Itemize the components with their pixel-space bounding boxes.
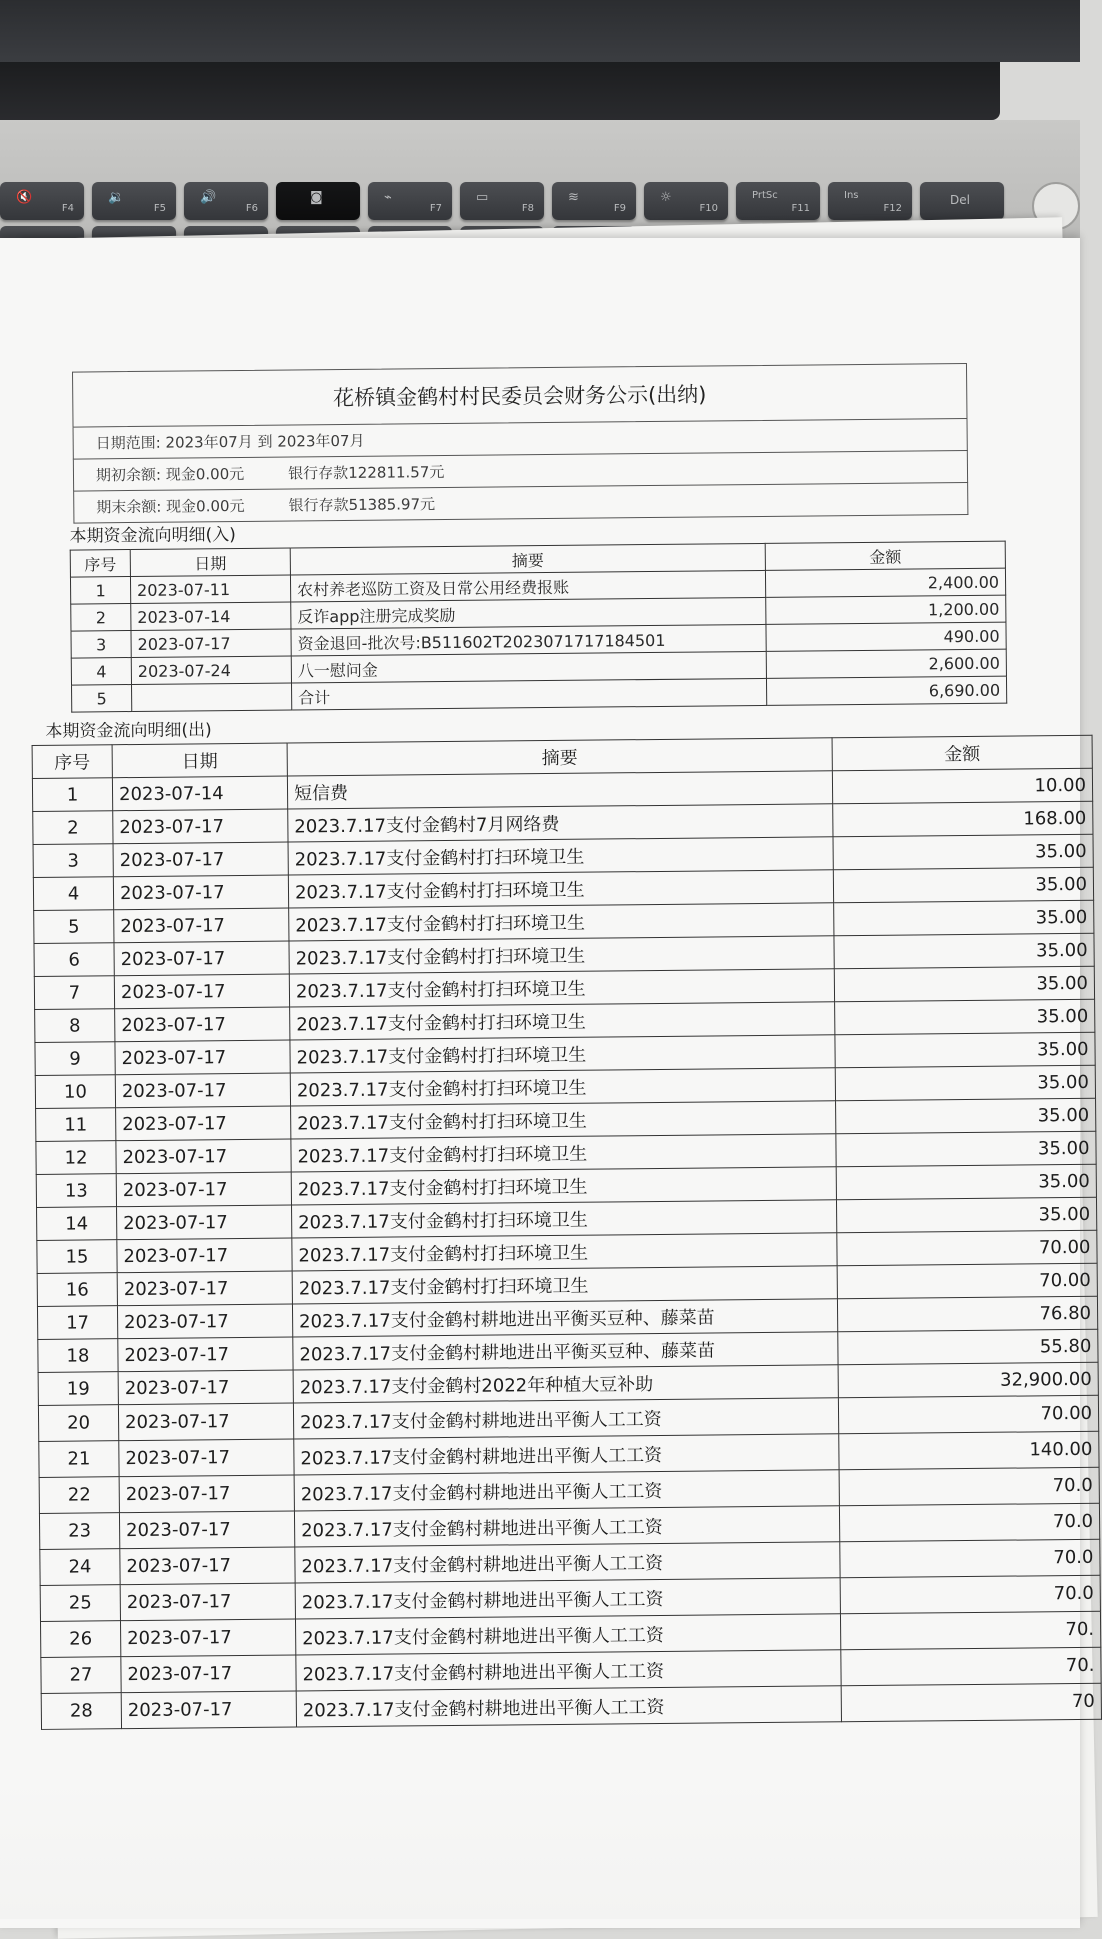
row-amount: 1,200.00 [766, 595, 1006, 624]
row-amount: 70.0 [839, 1503, 1099, 1541]
row-date: 2023-07-17 [120, 1583, 295, 1621]
row-number: 14 [37, 1207, 117, 1241]
row-amount: 70.0 [839, 1467, 1099, 1505]
ins-icon: Ins [844, 190, 859, 201]
volume-up-key[interactable] [184, 182, 268, 220]
row-amount: 70.00 [837, 1263, 1097, 1298]
row-summary: 2023.7.17支付金鹤村耕地进出平衡人工工资 [295, 1578, 840, 1619]
row-summary: 2023.7.17支付金鹤村打扫环境卫生 [290, 1035, 835, 1073]
row-summary: 2023.7.17支付金鹤村耕地进出平衡人工工资 [294, 1470, 839, 1511]
wifi-icon: ≋ [568, 190, 579, 205]
delete-key[interactable] [920, 182, 1004, 220]
row-amount: 70.00 [837, 1230, 1097, 1265]
row-amount: 35.00 [836, 1131, 1096, 1166]
row-date: 2023-07-17 [121, 1691, 296, 1729]
row-summary: 短信费 [287, 771, 832, 809]
key-label: F4 [61, 203, 74, 214]
row-amount: 70.0 [840, 1575, 1100, 1613]
opening-cash: 期初余额: 现金0.00元 [95, 464, 245, 485]
camera-icon: ◙ [310, 190, 323, 205]
row-summary: 2023.7.17支付金鹤村打扫环境卫生 [290, 1068, 835, 1106]
row-amount: 35.00 [833, 834, 1093, 869]
volume-down-key[interactable] [92, 182, 176, 220]
row-number: 16 [37, 1273, 117, 1307]
row-amount: 35.00 [836, 1098, 1096, 1133]
row-number: 2 [71, 604, 131, 632]
col-header-date: 日期 [112, 743, 287, 778]
row-amount: 2,600.00 [766, 649, 1006, 678]
date-range-text: 日期范围: 2023年07月 到 2023年07月 [95, 431, 365, 453]
volume-mute-icon: 🔇 [16, 190, 33, 205]
row-summary: 2023.7.17支付金鹤村打扫环境卫生 [291, 1167, 836, 1205]
key-label: F7 [429, 203, 442, 214]
row-summary: 2023.7.17支付金鹤村耕地进出平衡人工工资 [294, 1506, 839, 1547]
row-date: 2023-07-17 [117, 1271, 292, 1306]
row-date: 2023-07-14 [131, 602, 291, 631]
mic-mute-icon: ⌁ [384, 190, 392, 205]
row-summary: 2023.7.17支付金鹤村打扫环境卫生 [290, 1002, 835, 1040]
key-label: F9 [613, 203, 626, 214]
kbd-light-icon: ☼ [660, 190, 672, 205]
row-number: 3 [71, 631, 131, 659]
row-number: 10 [35, 1075, 115, 1109]
row-summary: 2023.7.17支付金鹤村打扫环境卫生 [292, 1266, 837, 1304]
volume-up-icon: 🔊 [200, 190, 217, 205]
row-summary: 2023.7.17支付金鹤村2022年种植大豆补助 [293, 1365, 838, 1403]
row-date: 2023-07-17 [115, 1040, 290, 1075]
row-number: 9 [35, 1042, 115, 1076]
col-header-amount: 金额 [765, 541, 1005, 570]
kbd-light-key[interactable] [644, 182, 728, 220]
row-date: 2023-07-17 [119, 1475, 294, 1513]
row-amount: 70. [840, 1611, 1100, 1649]
row-summary: 2023.7.17支付金鹤村耕地进出平衡人工工资 [295, 1542, 840, 1583]
row-summary: 合计 [291, 678, 766, 710]
row-date [132, 683, 292, 712]
row-number: 27 [41, 1657, 121, 1694]
prtsc-icon: PrtSc [752, 190, 778, 201]
row-number: 15 [37, 1240, 117, 1274]
row-amount: 35.00 [835, 999, 1095, 1034]
row-date: 2023-07-17 [117, 1304, 292, 1339]
row-number: 24 [40, 1549, 120, 1586]
row-summary: 2023.7.17支付金鹤村打扫环境卫生 [291, 1134, 836, 1172]
row-number: 12 [36, 1141, 116, 1175]
row-summary: 反诈app注册完成奖励 [291, 597, 766, 629]
key-label: F11 [791, 203, 810, 214]
row-summary: 资金退回-批次号:B511602T2023071717184501 [291, 624, 766, 656]
row-amount: 140.00 [839, 1431, 1099, 1469]
laptop-hinge [0, 62, 1000, 120]
row-number: 13 [36, 1174, 116, 1208]
row-amount: 490.00 [766, 622, 1006, 651]
row-number: 5 [34, 910, 114, 944]
row-summary: 2023.7.17支付金鹤村耕地进出平衡买豆种、藤菜苗 [293, 1332, 838, 1370]
mic-mute-key[interactable] [368, 182, 452, 220]
row-amount: 35.00 [835, 1065, 1095, 1100]
row-amount: 10.00 [832, 768, 1092, 803]
row-number: 20 [38, 1405, 118, 1442]
row-summary: 2023.7.17支付金鹤村打扫环境卫生 [292, 1233, 837, 1271]
row-number: 3 [33, 844, 113, 878]
col-header-summary: 摘要 [287, 738, 832, 776]
row-amount: 55.80 [838, 1329, 1098, 1364]
row-date: 2023-07-17 [118, 1370, 293, 1405]
col-header-summary: 摘要 [290, 543, 765, 575]
row-number: 26 [40, 1621, 120, 1658]
row-date: 2023-07-11 [130, 575, 290, 604]
key-label: F12 [883, 203, 902, 214]
row-number: 1 [70, 577, 130, 605]
row-summary: 2023.7.17支付金鹤村打扫环境卫生 [289, 936, 834, 974]
row-summary: 2023.7.17支付金鹤村打扫环境卫生 [292, 1200, 837, 1238]
row-summary: 2023.7.17支付金鹤村7月网络费 [288, 804, 833, 842]
display-key[interactable] [460, 182, 544, 220]
row-amount: 70.00 [838, 1395, 1098, 1433]
row-amount: 70 [841, 1683, 1101, 1721]
row-summary: 2023.7.17支付金鹤村耕地进出平衡买豆种、藤菜苗 [292, 1299, 837, 1337]
row-date: 2023-07-17 [113, 842, 288, 877]
row-summary: 农村养老巡防工资及日常公用经费报账 [290, 570, 765, 602]
row-summary: 2023.7.17支付金鹤村耕地进出平衡人工工资 [296, 1650, 841, 1691]
prtsc-key[interactable] [736, 182, 820, 220]
row-amount: 32,900.00 [838, 1362, 1098, 1397]
row-number: 23 [39, 1513, 119, 1550]
row-date: 2023-07-17 [117, 1205, 292, 1240]
row-number: 22 [39, 1477, 119, 1514]
col-header-no: 序号 [32, 745, 112, 779]
row-amount: 2,400.00 [765, 568, 1005, 597]
row-amount: 35.00 [836, 1197, 1096, 1232]
key-label: F8 [521, 203, 534, 214]
volume-mute-key[interactable] [0, 182, 84, 220]
row-amount: 76.80 [837, 1296, 1097, 1331]
row-summary: 2023.7.17支付金鹤村打扫环境卫生 [291, 1101, 836, 1139]
row-summary: 2023.7.17支付金鹤村耕地进出平衡人工工资 [296, 1686, 841, 1727]
row-number: 6 [34, 943, 114, 977]
row-number: 17 [37, 1306, 117, 1340]
row-date: 2023-07-17 [113, 875, 288, 910]
paper-bottom [0, 1780, 1080, 1919]
row-number: 8 [35, 1009, 115, 1043]
row-summary: 2023.7.17支付金鹤村打扫环境卫生 [289, 969, 834, 1007]
row-amount: 35.00 [834, 900, 1094, 935]
row-date: 2023-07-17 [114, 941, 289, 976]
row-date: 2023-07-17 [116, 1139, 291, 1174]
row-amount: 35.00 [835, 1032, 1095, 1067]
row-date: 2023-07-17 [116, 1172, 291, 1207]
row-amount: 35.00 [836, 1164, 1096, 1199]
row-summary: 2023.7.17支付金鹤村耕地进出平衡人工工资 [293, 1398, 838, 1439]
row-date: 2023-07-17 [118, 1337, 293, 1372]
row-number: 25 [40, 1585, 120, 1622]
inflow-table [70, 541, 1008, 713]
row-number: 4 [71, 658, 131, 686]
row-number: 19 [38, 1372, 118, 1406]
row-amount: 35.00 [833, 867, 1093, 902]
opening-bank: 银行存款122811.57元 [288, 463, 445, 483]
col-header-amount: 金额 [832, 735, 1092, 770]
row-number: 4 [33, 877, 113, 911]
row-amount: 6,690.00 [766, 676, 1006, 705]
volume-down-icon: 🔉 [108, 190, 125, 205]
row-date: 2023-07-17 [116, 1106, 291, 1141]
row-date: 2023-07-17 [113, 809, 288, 844]
row-summary: 八一慰问金 [291, 651, 766, 683]
outflow-table [32, 735, 1102, 1730]
ins-key[interactable] [828, 182, 912, 220]
row-number: 2 [33, 811, 113, 845]
row-number: 11 [36, 1108, 116, 1142]
row-amount: 35.00 [834, 966, 1094, 1001]
camera-key[interactable] [276, 182, 360, 220]
row-date: 2023-07-17 [120, 1547, 295, 1585]
outflow-section-title: 本期资金流向明细(出) [45, 720, 212, 742]
row-date: 2023-07-17 [115, 1073, 290, 1108]
row-number: 18 [38, 1339, 118, 1373]
row-number: 21 [39, 1441, 119, 1478]
row-amount: 168.00 [833, 801, 1093, 836]
row-date: 2023-07-17 [115, 1007, 290, 1042]
row-date: 2023-07-14 [112, 776, 287, 811]
row-amount: 70.0 [840, 1539, 1100, 1577]
row-number: 5 [72, 685, 132, 713]
row-summary: 2023.7.17支付金鹤村打扫环境卫生 [288, 870, 833, 908]
finance-notice-document [28, 362, 1095, 1730]
row-summary: 2023.7.17支付金鹤村打扫环境卫生 [288, 837, 833, 875]
laptop-screen-edge [0, 0, 1080, 62]
row-date: 2023-07-17 [121, 1655, 296, 1693]
function-key-row [0, 182, 1010, 222]
row-summary: 2023.7.17支付金鹤村耕地进出平衡人工工资 [295, 1614, 840, 1655]
row-date: 2023-07-17 [119, 1511, 294, 1549]
col-header-no: 序号 [70, 550, 130, 578]
row-number: 1 [32, 778, 112, 812]
closing-bank: 银行存款51385.97元 [288, 495, 436, 515]
inflow-section-title: 本期资金流向明细(入) [69, 525, 236, 547]
row-date: 2023-07-17 [119, 1439, 294, 1477]
document-title: 花桥镇金鹤村村民委员会财务公示(出纳) [72, 363, 967, 428]
display-icon: ▭ [476, 190, 489, 205]
row-summary: 2023.7.17支付金鹤村打扫环境卫生 [289, 903, 834, 941]
closing-cash: 期末余额: 现金0.00元 [96, 496, 245, 517]
key-label: F5 [153, 203, 166, 214]
key-label: F10 [699, 203, 718, 214]
wifi-key[interactable] [552, 182, 636, 220]
row-date: 2023-07-17 [131, 629, 291, 658]
row-number: 28 [41, 1693, 121, 1730]
row-amount: 70. [841, 1647, 1101, 1685]
key-label: Del [950, 193, 970, 207]
row-date: 2023-07-17 [114, 974, 289, 1009]
row-amount: 35.00 [834, 933, 1094, 968]
col-header-date: 日期 [130, 548, 290, 577]
key-label: F6 [245, 203, 258, 214]
row-date: 2023-07-17 [117, 1238, 292, 1273]
row-date: 2023-07-17 [120, 1619, 295, 1657]
row-date: 2023-07-24 [131, 656, 291, 685]
row-date: 2023-07-17 [114, 908, 289, 943]
row-date: 2023-07-17 [118, 1403, 293, 1441]
row-summary: 2023.7.17支付金鹤村耕地进出平衡人工工资 [294, 1434, 839, 1475]
row-number: 7 [34, 976, 114, 1010]
